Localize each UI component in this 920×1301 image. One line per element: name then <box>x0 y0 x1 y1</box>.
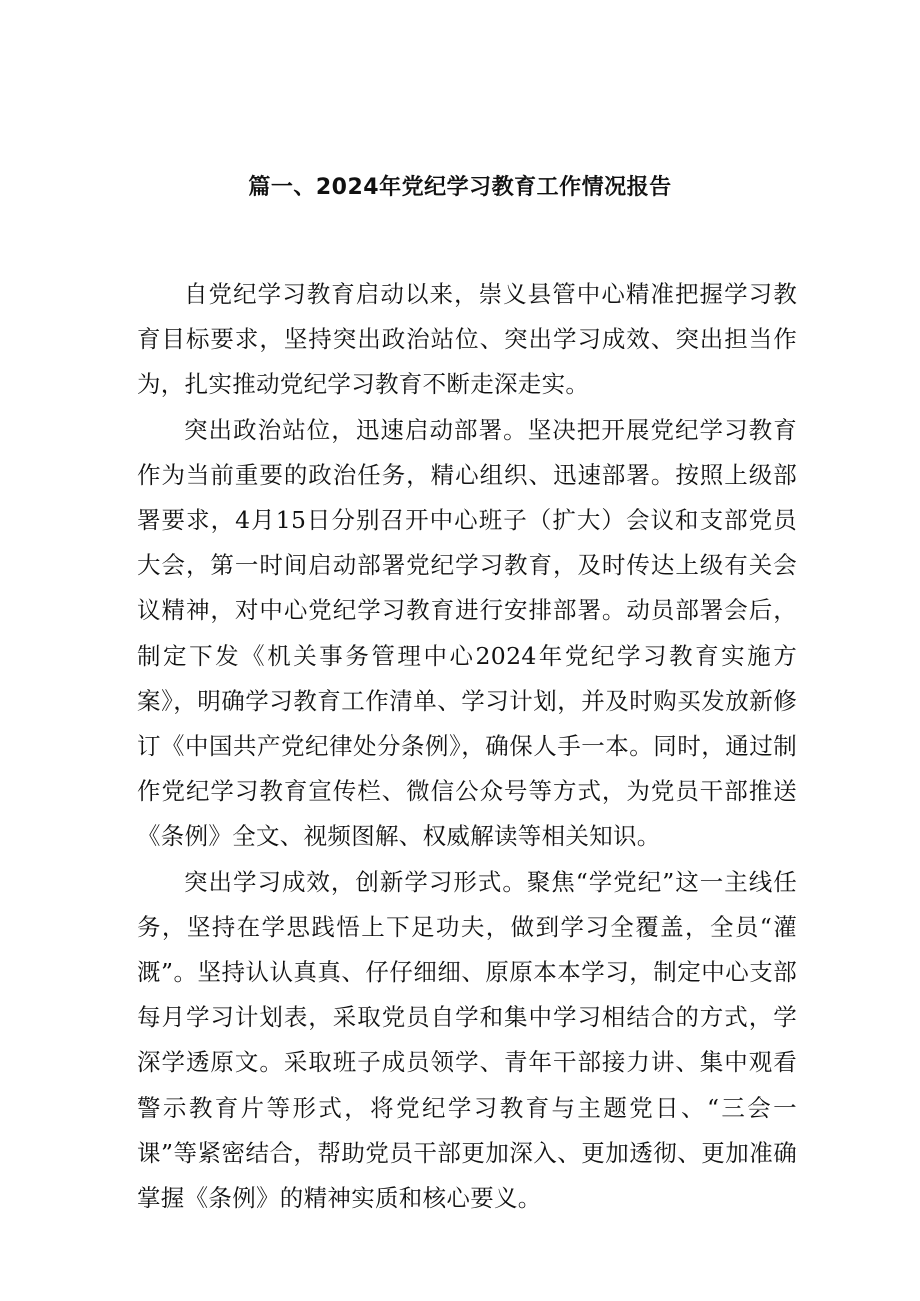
document-title: 篇一、2024年党纪学习教育工作情况报告 <box>248 175 672 200</box>
paragraph-learning-effect: 突出学习成效，创新学习形式。聚焦“学党纪”这一主线任务，坚持在学思践悟上下足功夫，做到学习全覆盖，全员“灌溉”。坚持认认真真、仔仔细细、原原本本学习，制定中心支部每月学习计划表，采取党员自学和集中学习相结合的方式，学深学透原文。采取班子成员领学、青年干部接力讲、集中观看警示教育片等形式，将党纪学习教育与主题党日、“三会一课”等紧密结合，帮助党员干部更加深入、更加透彻、更加准确掌握《条例》的精神实质和核心要义。 <box>137 867 797 1213</box>
paragraph-intro: 自党纪学习教育启动以来，崇义县管中心精准把握学习教育目标要求，坚持突出政治站位、突出学习成效、突出担当作为，扎实推动党纪学习教育不断走深走实。 <box>137 280 797 399</box>
document-body <box>137 272 797 1221</box>
paragraph-political-position: 突出政治站位，迅速启动部署。坚决把开展党纪学习教育作为当前重要的政治任务，精心组织、迅速部署。按照上级部署要求，4月15日分别召开中心班子（扩大）会议和支部党员大会，第一时间启动部署党纪学习教育，及时传达上级有关会议精神，对中心党纪学习教育进行安排部署。动员部署会后，制定下发《机关事务管理中心2024年党纪学习教育实施方案》，明确学习教育工作清单、学习计划，并及时购买发放新修订《中国共产党纪律处分条例》，确保人手一本。同时，通过制作党纪学习教育宣传栏、微信公众号等方式，为党员干部推送《条例》全文、视频图解、权威解读等相关知识。 <box>137 415 797 851</box>
